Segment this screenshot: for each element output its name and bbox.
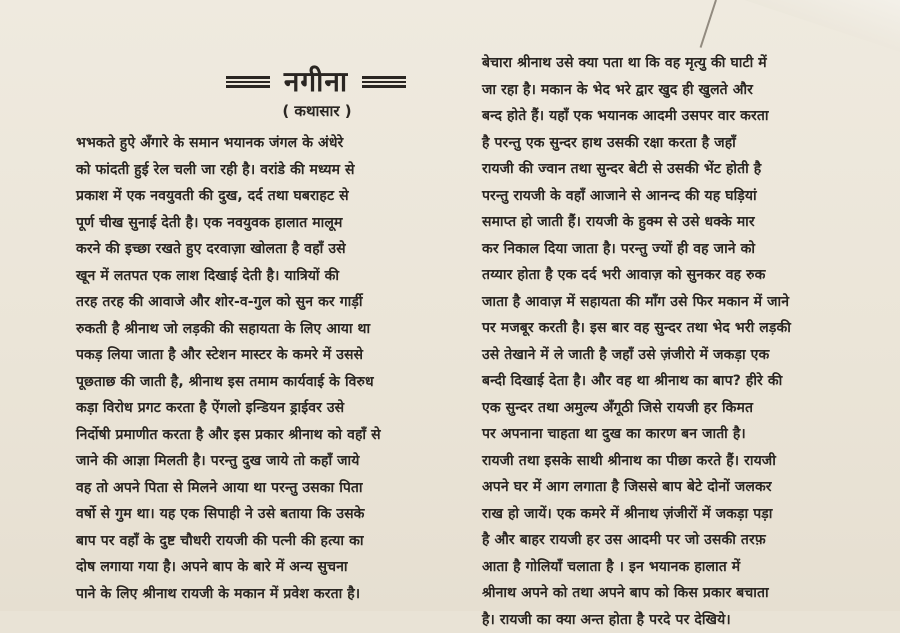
text-line: बेचारा श्रीनाथ उसे क्या पता था कि वह मृत्यु की घाटी में bbox=[482, 50, 862, 77]
text-line: है परन्तु एक सुन्दर हाथ उसकी रक्षा करता है जहाँ bbox=[482, 130, 862, 157]
text-line: रायजी तथा इसके साथी श्रीनाथ का पीछा करते हैं। रायजी bbox=[482, 448, 862, 475]
text-line: भभकते हुऐ अँगारे के समान भयानक जंगल के अंधेरे bbox=[76, 130, 452, 157]
right-paragraph bbox=[482, 50, 862, 633]
story-subtitle: ( कथासार ) bbox=[252, 101, 382, 121]
text-line: पर अपनाना चाहता था दुख का कारण बन जाती है। bbox=[482, 421, 862, 448]
text-line: पकड़ लिया जाता है और स्टेशन मास्टर के कमरे में उससे bbox=[76, 342, 452, 369]
text-line: कर निकाल दिया जाता है। परन्तु ज्यों ही वह जाने को bbox=[482, 236, 862, 263]
story-title: नगीना bbox=[284, 68, 348, 96]
text-line: आता है गोलियाँ चलाता है । इन भयानक हालात में bbox=[482, 554, 862, 581]
text-line: तरह तरह की आवाजे और शोर-व-गुल को सुन कर गार्ड़ी bbox=[76, 289, 452, 316]
text-line: बाप पर वहाँ के दुष्ट चौधरी रायजी की पत्नी की हत्या का bbox=[76, 528, 452, 555]
text-line: जाने की आज्ञा मिलती है। परन्तु दुख जाये तो कहाँ जाये bbox=[76, 448, 452, 475]
title-rule-right bbox=[362, 76, 406, 88]
text-line: एक सुन्दर तथा अमुल्य अँगूठी जिसे रायजी हर किमत bbox=[482, 395, 862, 422]
text-line: रायजी की ज्वान तथा सुन्दर बेटी से उसकी भेंट होती है bbox=[482, 156, 862, 183]
text-line: जाता है आवाज़ में सहायता की माँग उसे फिर मकान में जाने bbox=[482, 289, 862, 316]
text-line: है। रायजी का क्या अन्त होता है परदे पर देखिये। bbox=[482, 607, 862, 633]
left-column bbox=[76, 0, 452, 611]
text-line: वर्षो से गुम था। यह एक सिपाही ने उसे बताया कि उसके bbox=[76, 501, 452, 528]
text-line: समाप्त हो जाती हैं। रायजी के हुक्म से उसे धक्के मार bbox=[482, 209, 862, 236]
text-line: पर मजबूर करती है। इस बार वह सुन्दर तथा भेद भरी लड़की bbox=[482, 315, 862, 342]
text-line: खून में लतपत एक लाश दिखाई देती है। यात्रियों की bbox=[76, 263, 452, 290]
text-line: उसे तेखाने में ले जाती है जहाँ उसे ज़ंजीरो में जकड़ा एक bbox=[482, 342, 862, 369]
text-line: पाने के लिए श्रीनाथ रायजी के मकान में प्रवेश करता है। bbox=[76, 581, 452, 608]
text-line: बन्दी दिखाई देता है। और वह था श्रीनाथ का बाप? हीरे की bbox=[482, 368, 862, 395]
text-line: करने की इच्छा रखते हुए दरवाज़ा खोलता है वहाँ उसे bbox=[76, 236, 452, 263]
text-line: प्रकाश में एक नवयुवती की दुख, दर्द तथा घबराहट से bbox=[76, 183, 452, 210]
text-line: अपने घर में आग लगाता है जिससे बाप बेटे दोनों जलकर bbox=[482, 474, 862, 501]
text-line: श्रीनाथ अपने को तथा अपने बाप को किस प्रकार बचाता bbox=[482, 580, 862, 607]
text-line: जा रहा है। मकान के भेद भरे द्वार खुद ही खुलते और bbox=[482, 77, 862, 104]
text-line: बन्द होते हैं। यहाँ एक भयानक आदमी उसपर वार करता bbox=[482, 103, 862, 130]
title-block bbox=[176, 62, 456, 102]
right-column bbox=[482, 0, 862, 611]
text-line: है और बाहर रायजी हर उस आदमी पर जो उसकी तरफ़ bbox=[482, 527, 862, 554]
text-line: दोष लगाया गया है। अपने बाप के बारे में अन्य सुचना bbox=[76, 554, 452, 581]
text-line: परन्तु रायजी के वहाँ आजाने से आनन्द की यह घड़ियां bbox=[482, 183, 862, 210]
text-line: तय्यार होता है एक दर्द भरी आवाज़ को सुनकर वह रुक bbox=[482, 262, 862, 289]
text-line: पूर्ण चीख सुनाई देती है। एक नवयुवक हालात मालूम bbox=[76, 210, 452, 237]
text-line: पूछताछ की जाती है, श्रीनाथ इस तमाम कार्यवाई के विरुध bbox=[76, 369, 452, 396]
text-line: रुकती है श्रीनाथ जो लड़की की सहायता के लिए आया था bbox=[76, 316, 452, 343]
text-line: वह तो अपने पिता से मिलने आया था परन्तु उसका पिता bbox=[76, 475, 452, 502]
title-rule-left bbox=[226, 76, 270, 88]
left-paragraph bbox=[76, 130, 452, 607]
text-line: कड़ा विरोध प्रगट करता है ऐंगलो इन्डियन ड्राईवर उसे bbox=[76, 395, 452, 422]
text-line: निर्दोषी प्रमाणीत करता है और इस प्रकार श्रीनाथ को वहाँ से bbox=[76, 422, 452, 449]
text-line: को फांदती हुई रेल चली जा रही है। वरांडे की मध्यम से bbox=[76, 157, 452, 184]
text-line: राख हो जायें। एक कमरे में श्रीनाथ ज़ंजीरों में जकड़ा पड़ा bbox=[482, 501, 862, 528]
